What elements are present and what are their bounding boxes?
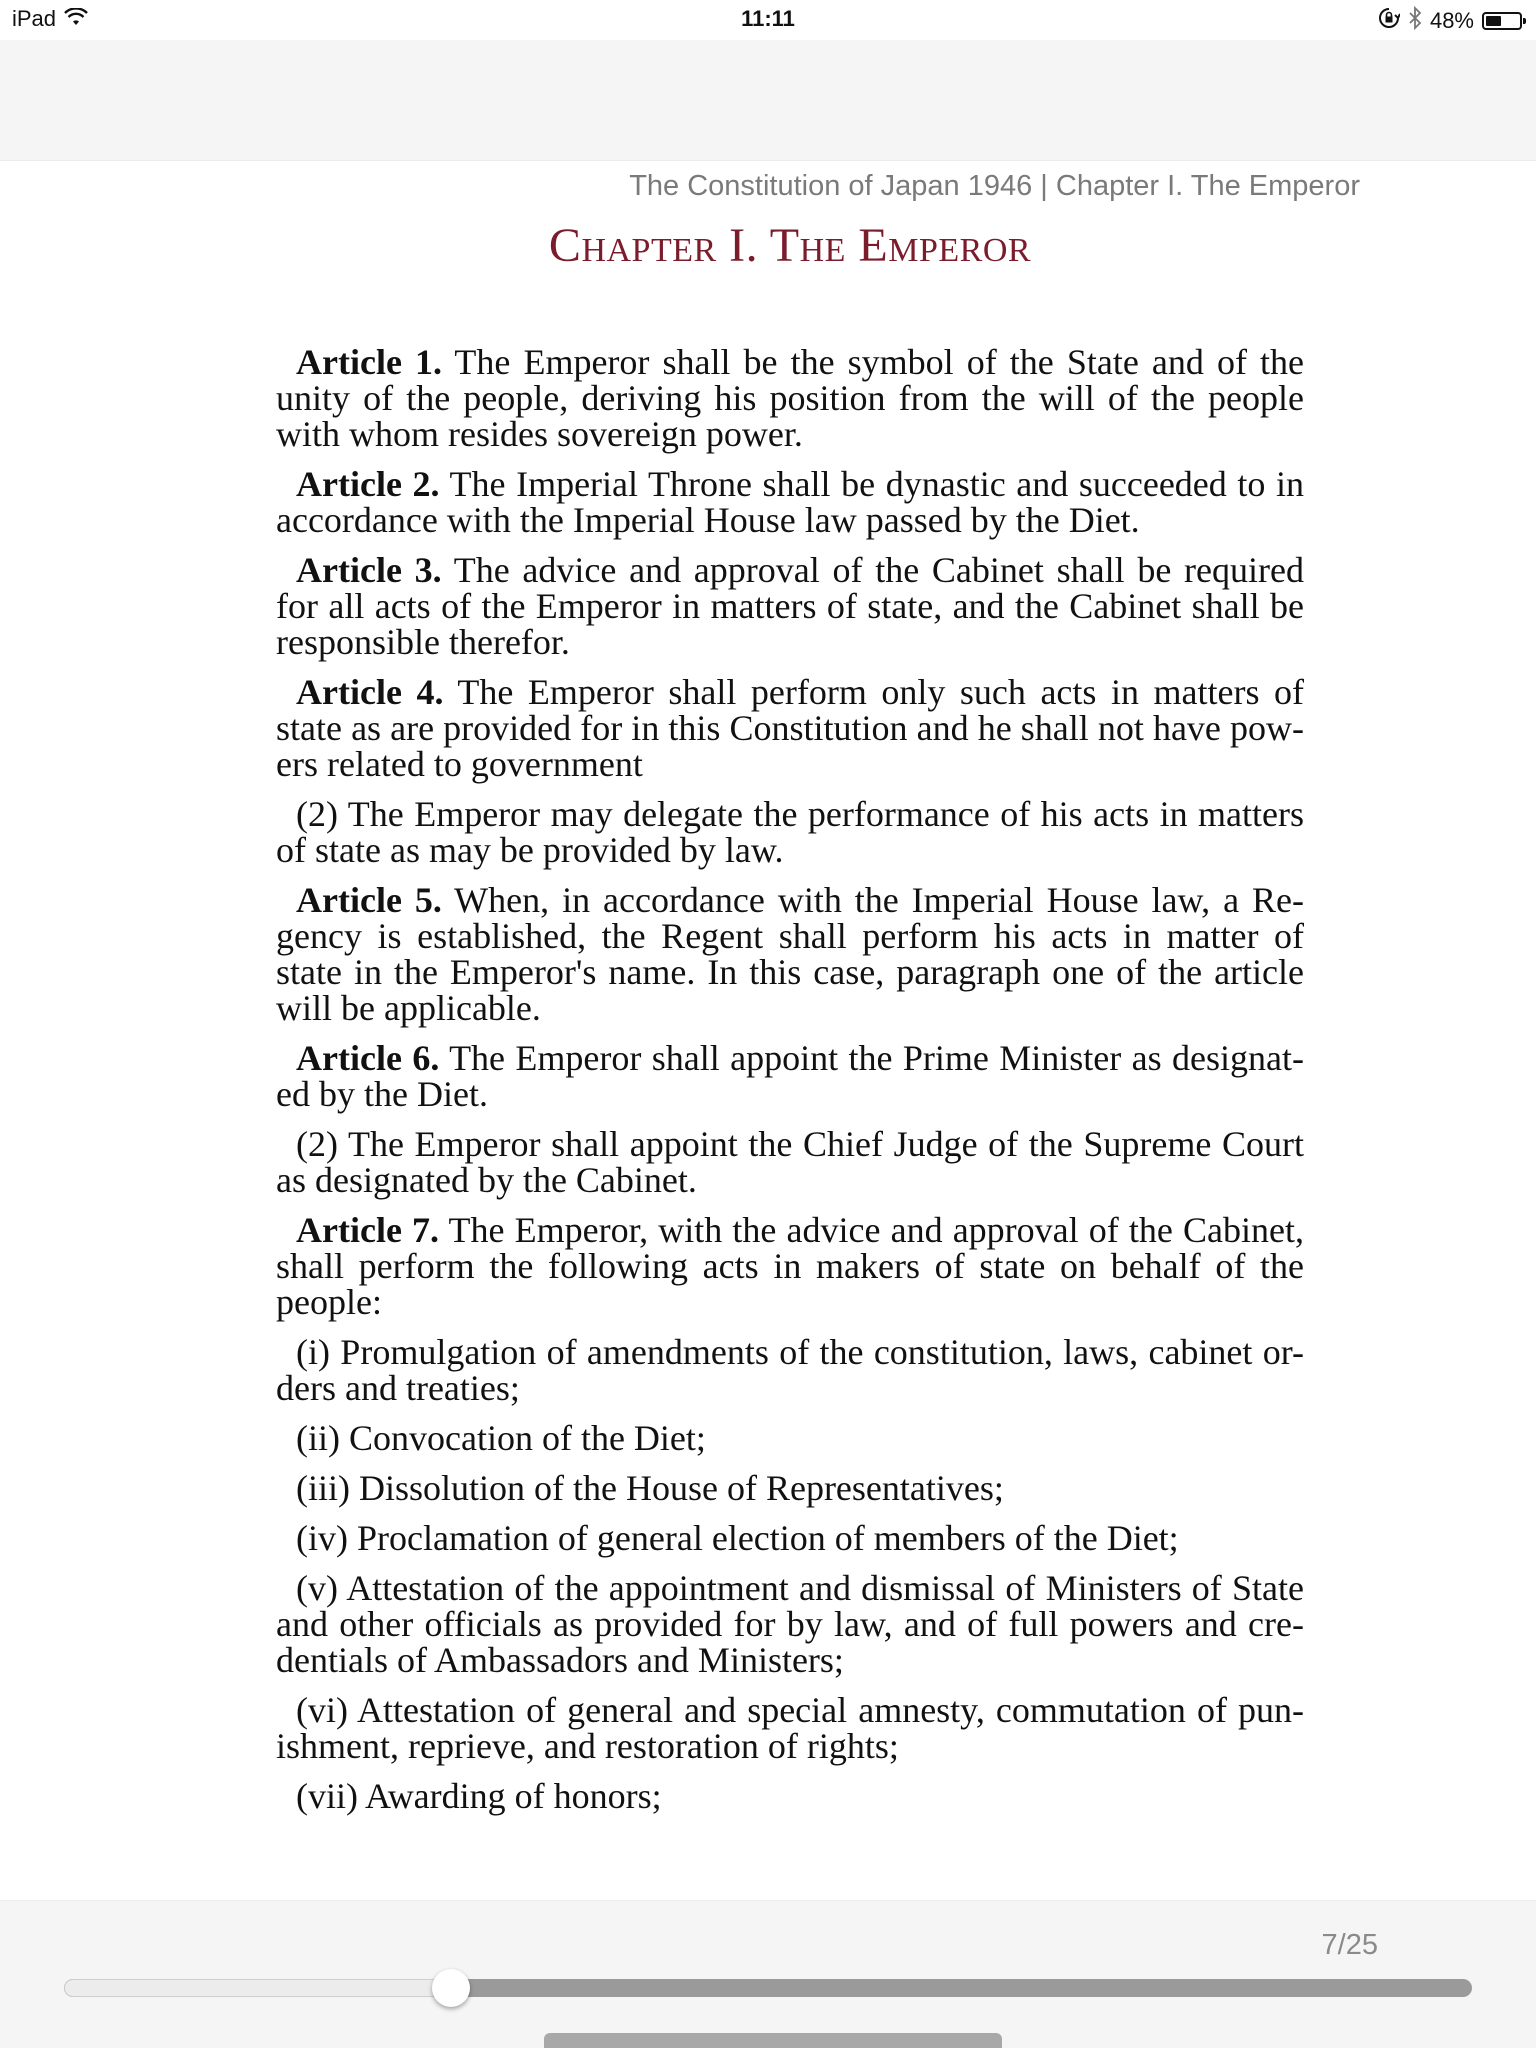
orientation-lock-icon [1378,7,1400,35]
article-body: The Emperor shall be the symbol of the State and of the unity of the people, deriving his position from the will of the people with whom resides sovereign power. [276,342,1304,454]
article-paragraph [276,674,1304,782]
battery-icon [1482,12,1522,30]
running-header: The Constitution of Japan 1946 | Chapter I. The Emperor [629,170,1360,202]
article-paragraph [276,1126,1304,1198]
article-paragraph [276,1212,1304,1320]
article-paragraph [276,1334,1304,1406]
page-scrubber-progress [64,1979,451,1997]
page-scrubber[interactable] [64,1979,1472,1997]
article-body: The Imperial Throne shall be dynastic and succeeded to in accordance with the Imperial House law passed by the Diet. [276,464,1305,540]
article-paragraph [276,1570,1304,1678]
article-body: (vi) Attestation of general and special amnesty, commutation of pun-ishment, reprieve, and restoration of rights; [276,1690,1304,1766]
article-paragraph [276,882,1304,1026]
article-paragraph [276,1420,1304,1456]
article-number: Article 7. [296,1210,440,1250]
battery-tip [1523,18,1526,24]
article-paragraph [276,1778,1304,1814]
battery-percent: 48% [1429,8,1474,33]
article-body: (ii) Convocation of the Diet; [296,1418,706,1458]
article-body: The advice and approval of the Cabinet shall be required for all acts of the Emperor in matters of state, and the Cabinet shall be responsible therefor. [276,550,1304,662]
article-paragraph [276,466,1304,538]
article-paragraph [276,552,1304,660]
article-paragraph [276,1470,1304,1506]
article-body: (iv) Proclamation of general election of members of the Diet; [296,1518,1179,1558]
article-body: The Emperor shall appoint the Prime Minister as designat-ed by the Diet. [276,1038,1304,1114]
article-text [276,344,1304,1828]
status-time: 11:11 [741,6,795,31]
device-name: iPad [12,6,57,31]
article-body: (i) Promulgation of amendments of the constitution, laws, cabinet or-ders and treaties; [276,1332,1304,1408]
article-body: When, in accordance with the Imperial House law, a Re-gency is established, the Regent shall perform his acts in matter of state in the Emperor's name. In this case, paragraph one of the article will be applicable. [276,880,1304,1028]
article-paragraph [276,344,1304,452]
article-paragraph [276,1040,1304,1112]
reader-bottom-bar [0,1900,1536,2048]
article-paragraph [276,796,1304,868]
status-right [1378,6,1522,36]
article-paragraph [276,1692,1304,1764]
page-scrubber-thumb[interactable] [432,1969,470,2007]
status-bar [0,0,1536,40]
article-body: (vii) Awarding of honors; [296,1776,662,1816]
bluetooth-icon [1408,6,1422,36]
article-number: Article 6. [296,1038,440,1078]
article-body: (2) The Emperor shall appoint the Chief Judge of the Supreme Court as designated by the Cabinet. [276,1124,1304,1200]
drawer-handle[interactable] [544,2033,1002,2048]
page-indicator: 7/25 [1321,1929,1378,1961]
article-body: The Emperor shall perform only such acts in matters of state as are provided for in this Constitution and he shall not have pow-ers related to government [276,672,1304,784]
article-number: Article 2. [296,464,440,504]
reader-top-toolbar [0,40,1536,161]
article-paragraph [276,1520,1304,1556]
chapter-title: Chapter I. The Emperor [548,219,1032,272]
article-number: Article 4. [296,672,444,712]
article-body: The Emperor, with the advice and approval of the Cabinet, shall perform the following acts in makers of state on behalf of the people: [276,1210,1304,1322]
article-number: Article 5. [296,880,442,920]
article-body: (iii) Dissolution of the House of Representatives; [296,1468,1004,1508]
article-number: Article 3. [296,550,442,590]
article-body: (2) The Emperor may delegate the performance of his acts in matters of state as may be provided by law. [276,794,1304,870]
article-number: Article 1. [296,342,442,382]
article-body: (v) Attestation of the appointment and dismissal of Ministers of State and other officials as provided for by law, and of full powers and cre-dentials of Ambassadors and Ministers; [276,1568,1304,1680]
battery-level [1486,16,1501,26]
